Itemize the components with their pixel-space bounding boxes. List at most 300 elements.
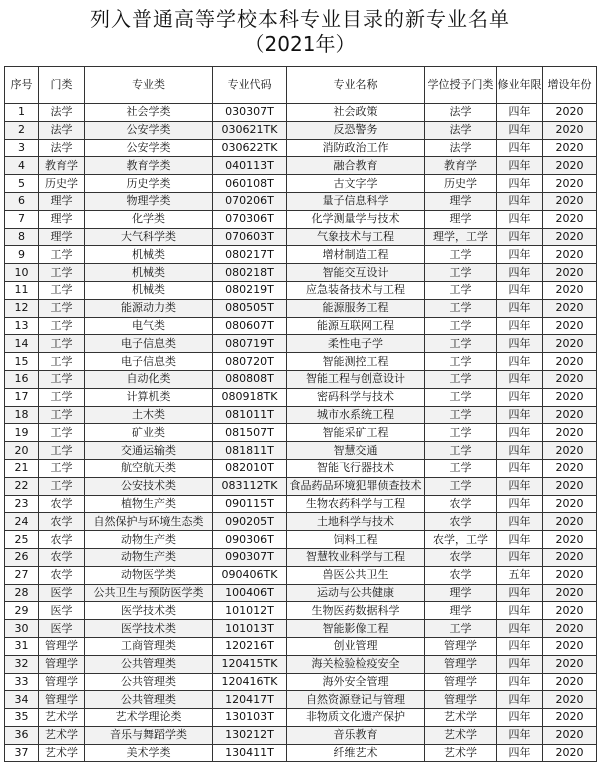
cell-duration: 四年 — [497, 317, 543, 335]
cell-duration: 四年 — [497, 104, 543, 122]
cell-year: 2020 — [543, 495, 597, 513]
cell-year: 2020 — [543, 602, 597, 620]
cell-duration: 四年 — [497, 192, 543, 210]
table-row — [5, 691, 597, 709]
table-row — [5, 584, 597, 602]
cell-major-code: 100406T — [213, 584, 287, 602]
cell-category: 医学 — [39, 584, 85, 602]
cell-degree: 工学 — [425, 246, 497, 264]
cell-major-name: 智慧牧业科学与工程 — [287, 548, 425, 566]
cell-category: 农学 — [39, 531, 85, 549]
cell-degree: 管理学 — [425, 673, 497, 691]
table-row — [5, 459, 597, 477]
cell-duration: 四年 — [497, 228, 543, 246]
cell-major-code: 090205T — [213, 513, 287, 531]
cell-degree: 法学 — [425, 104, 497, 122]
cell-degree: 教育学 — [425, 157, 497, 175]
cell-major-name: 能源互联网工程 — [287, 317, 425, 335]
cell-major-name: 智能交互设计 — [287, 264, 425, 282]
table-row — [5, 246, 597, 264]
header-category: 门类 — [39, 67, 85, 104]
cell-major-code: 090307T — [213, 548, 287, 566]
cell-duration: 四年 — [497, 210, 543, 228]
cell-degree: 农学 — [425, 495, 497, 513]
cell-major-name: 智能飞行器技术 — [287, 459, 425, 477]
cell-year: 2020 — [543, 246, 597, 264]
cell-major-code: 070206T — [213, 192, 287, 210]
header-major-name: 专业名称 — [287, 67, 425, 104]
cell-major-name: 生物农药科学与工程 — [287, 495, 425, 513]
cell-duration: 四年 — [497, 335, 543, 353]
cell-major-code: 080720T — [213, 353, 287, 371]
page-title: 列入普通高等学校本科专业目录的新专业名单 — [90, 7, 510, 31]
cell-duration: 四年 — [497, 637, 543, 655]
cell-degree: 工学 — [425, 388, 497, 406]
cell-year: 2020 — [543, 548, 597, 566]
cell-major-code: 080808T — [213, 370, 287, 388]
cell-major-name: 融合教育 — [287, 157, 425, 175]
cell-index: 22 — [5, 477, 39, 495]
cell-degree: 工学 — [425, 264, 497, 282]
cell-year: 2020 — [543, 175, 597, 193]
cell-category: 工学 — [39, 477, 85, 495]
cell-index: 26 — [5, 548, 39, 566]
cell-year: 2020 — [543, 513, 597, 531]
cell-major-code: 081507T — [213, 424, 287, 442]
table-row — [5, 210, 597, 228]
cell-year: 2020 — [543, 691, 597, 709]
cell-category: 工学 — [39, 299, 85, 317]
cell-year: 2020 — [543, 655, 597, 673]
cell-degree: 工学 — [425, 335, 497, 353]
cell-major-name: 智能测控工程 — [287, 353, 425, 371]
cell-major-code: 030621TK — [213, 121, 287, 139]
cell-year: 2020 — [543, 442, 597, 460]
cell-index: 10 — [5, 264, 39, 282]
cell-category: 法学 — [39, 104, 85, 122]
cell-category: 工学 — [39, 459, 85, 477]
cell-duration: 四年 — [497, 175, 543, 193]
cell-degree: 理学 — [425, 210, 497, 228]
table-row — [5, 281, 597, 299]
cell-major-class: 公共管理类 — [85, 691, 213, 709]
table-row — [5, 726, 597, 744]
cell-index: 30 — [5, 620, 39, 638]
cell-year: 2020 — [543, 139, 597, 157]
cell-degree: 管理学 — [425, 691, 497, 709]
cell-major-class: 动物生产类 — [85, 531, 213, 549]
cell-year: 2020 — [543, 192, 597, 210]
cell-major-code: 080217T — [213, 246, 287, 264]
cell-major-name: 智能工程与创意设计 — [287, 370, 425, 388]
table-row — [5, 513, 597, 531]
cell-major-name: 非物质文化遗产保护 — [287, 709, 425, 727]
cell-major-class: 电气类 — [85, 317, 213, 335]
cell-year: 2020 — [543, 673, 597, 691]
cell-major-name: 古文字学 — [287, 175, 425, 193]
cell-duration: 四年 — [497, 388, 543, 406]
table-row — [5, 602, 597, 620]
table-row — [5, 317, 597, 335]
cell-major-class: 公共管理类 — [85, 673, 213, 691]
cell-degree: 农学 — [425, 566, 497, 584]
cell-major-class: 机械类 — [85, 264, 213, 282]
cell-index: 8 — [5, 228, 39, 246]
cell-year: 2020 — [543, 459, 597, 477]
cell-degree: 艺术学 — [425, 709, 497, 727]
table-row — [5, 477, 597, 495]
table-row — [5, 673, 597, 691]
cell-index: 20 — [5, 442, 39, 460]
cell-major-code: 060108T — [213, 175, 287, 193]
cell-index: 19 — [5, 424, 39, 442]
cell-index: 35 — [5, 709, 39, 727]
cell-major-name: 海外安全管理 — [287, 673, 425, 691]
cell-year: 2020 — [543, 121, 597, 139]
cell-category: 农学 — [39, 513, 85, 531]
cell-major-name: 智慧交通 — [287, 442, 425, 460]
cell-degree: 法学 — [425, 139, 497, 157]
cell-degree: 理学 — [425, 192, 497, 210]
cell-year: 2020 — [543, 335, 597, 353]
cell-year: 2020 — [543, 299, 597, 317]
header-degree: 学位授予门类 — [425, 67, 497, 104]
cell-category: 法学 — [39, 121, 85, 139]
cell-major-class: 能源动力类 — [85, 299, 213, 317]
cell-duration: 四年 — [497, 353, 543, 371]
cell-major-code: 083112TK — [213, 477, 287, 495]
cell-duration: 四年 — [497, 299, 543, 317]
cell-major-class: 音乐与舞蹈学类 — [85, 726, 213, 744]
cell-year: 2020 — [543, 726, 597, 744]
cell-category: 医学 — [39, 620, 85, 638]
cell-index: 23 — [5, 495, 39, 513]
cell-degree: 工学 — [425, 353, 497, 371]
table-row — [5, 104, 597, 122]
cell-degree: 工学 — [425, 620, 497, 638]
cell-major-class: 公安学类 — [85, 121, 213, 139]
cell-major-code: 080218T — [213, 264, 287, 282]
cell-year: 2020 — [543, 584, 597, 602]
cell-major-class: 大气科学类 — [85, 228, 213, 246]
cell-degree: 农学 — [425, 548, 497, 566]
cell-degree: 工学 — [425, 459, 497, 477]
cell-index: 18 — [5, 406, 39, 424]
cell-major-class: 历史学类 — [85, 175, 213, 193]
cell-year: 2020 — [543, 353, 597, 371]
table-row — [5, 157, 597, 175]
cell-category: 法学 — [39, 139, 85, 157]
header-major-code: 专业代码 — [213, 67, 287, 104]
cell-year: 2020 — [543, 477, 597, 495]
table-row — [5, 370, 597, 388]
cell-category: 艺术学 — [39, 709, 85, 727]
cell-category: 教育学 — [39, 157, 85, 175]
cell-year: 2020 — [543, 104, 597, 122]
cell-degree: 农学 — [425, 513, 497, 531]
cell-duration: 四年 — [497, 620, 543, 638]
cell-index: 3 — [5, 139, 39, 157]
cell-duration: 四年 — [497, 673, 543, 691]
cell-degree: 工学 — [425, 442, 497, 460]
cell-index: 5 — [5, 175, 39, 193]
cell-major-code: 080607T — [213, 317, 287, 335]
cell-category: 管理学 — [39, 691, 85, 709]
cell-index: 2 — [5, 121, 39, 139]
cell-degree: 管理学 — [425, 637, 497, 655]
cell-year: 2020 — [543, 424, 597, 442]
cell-major-class: 化学类 — [85, 210, 213, 228]
cell-major-class: 工商管理类 — [85, 637, 213, 655]
cell-degree: 理学，工学 — [425, 228, 497, 246]
cell-duration: 四年 — [497, 370, 543, 388]
cell-major-class: 航空航天类 — [85, 459, 213, 477]
cell-duration: 四年 — [497, 424, 543, 442]
cell-duration: 五年 — [497, 566, 543, 584]
cell-major-name: 海关检验检疫安全 — [287, 655, 425, 673]
cell-major-name: 智能影像工程 — [287, 620, 425, 638]
cell-year: 2020 — [543, 210, 597, 228]
cell-category: 艺术学 — [39, 744, 85, 762]
cell-index: 13 — [5, 317, 39, 335]
table-body — [5, 104, 597, 762]
header-duration: 修业年限 — [497, 67, 543, 104]
cell-category: 工学 — [39, 246, 85, 264]
table-row — [5, 744, 597, 762]
cell-degree: 工学 — [425, 424, 497, 442]
cell-major-name: 土地科学与技术 — [287, 513, 425, 531]
cell-duration: 四年 — [497, 406, 543, 424]
table-row — [5, 620, 597, 638]
cell-degree: 工学 — [425, 317, 497, 335]
cell-category: 工学 — [39, 353, 85, 371]
cell-major-code: 090306T — [213, 531, 287, 549]
cell-major-class: 医学技术类 — [85, 620, 213, 638]
cell-major-code: 080219T — [213, 281, 287, 299]
cell-major-name: 消防政治工作 — [287, 139, 425, 157]
cell-major-class: 动物生产类 — [85, 548, 213, 566]
cell-duration: 四年 — [497, 157, 543, 175]
cell-major-code: 081011T — [213, 406, 287, 424]
cell-category: 工学 — [39, 281, 85, 299]
cell-duration: 四年 — [497, 459, 543, 477]
cell-major-code: 082010T — [213, 459, 287, 477]
cell-major-class: 物理学类 — [85, 192, 213, 210]
cell-major-code: 040113T — [213, 157, 287, 175]
cell-category: 理学 — [39, 210, 85, 228]
table-row — [5, 424, 597, 442]
table-row — [5, 442, 597, 460]
table-row — [5, 335, 597, 353]
cell-major-code: 130103T — [213, 709, 287, 727]
cell-major-name: 食品药品环境犯罪侦查技术 — [287, 477, 425, 495]
cell-major-name: 创业管理 — [287, 637, 425, 655]
cell-major-name: 生物医药数据科学 — [287, 602, 425, 620]
cell-major-code: 120416TK — [213, 673, 287, 691]
cell-major-name: 饲料工程 — [287, 531, 425, 549]
table-row — [5, 406, 597, 424]
cell-major-code: 130212T — [213, 726, 287, 744]
cell-duration: 四年 — [497, 602, 543, 620]
cell-major-name: 应急装备技术与工程 — [287, 281, 425, 299]
cell-duration: 四年 — [497, 655, 543, 673]
cell-degree: 理学 — [425, 602, 497, 620]
cell-degree: 法学 — [425, 121, 497, 139]
cell-index: 15 — [5, 353, 39, 371]
cell-category: 理学 — [39, 192, 85, 210]
cell-year: 2020 — [543, 406, 597, 424]
cell-major-name: 量子信息科学 — [287, 192, 425, 210]
table-row — [5, 637, 597, 655]
table-row — [5, 655, 597, 673]
cell-duration: 四年 — [497, 531, 543, 549]
cell-major-name: 音乐教育 — [287, 726, 425, 744]
table-row — [5, 121, 597, 139]
cell-major-code: 120216T — [213, 637, 287, 655]
cell-index: 11 — [5, 281, 39, 299]
cell-major-class: 电子信息类 — [85, 335, 213, 353]
cell-major-name: 运动与公共健康 — [287, 584, 425, 602]
cell-index: 24 — [5, 513, 39, 531]
cell-major-name: 智能采矿工程 — [287, 424, 425, 442]
cell-duration: 四年 — [497, 495, 543, 513]
cell-major-class: 艺术学理论类 — [85, 709, 213, 727]
cell-major-code: 120415TK — [213, 655, 287, 673]
cell-degree: 工学 — [425, 281, 497, 299]
cell-year: 2020 — [543, 531, 597, 549]
cell-category: 管理学 — [39, 673, 85, 691]
header-row — [5, 67, 597, 104]
header-major-class: 专业类 — [85, 67, 213, 104]
cell-year: 2020 — [543, 566, 597, 584]
cell-index: 27 — [5, 566, 39, 584]
cell-major-class: 动物医学类 — [85, 566, 213, 584]
cell-year: 2020 — [543, 281, 597, 299]
cell-major-class: 植物生产类 — [85, 495, 213, 513]
cell-year: 2020 — [543, 157, 597, 175]
cell-year: 2020 — [543, 228, 597, 246]
cell-year: 2020 — [543, 620, 597, 638]
cell-major-code: 070306T — [213, 210, 287, 228]
cell-major-name: 化学测量学与技术 — [287, 210, 425, 228]
cell-duration: 四年 — [497, 584, 543, 602]
cell-major-code: 080918TK — [213, 388, 287, 406]
cell-duration: 四年 — [497, 139, 543, 157]
cell-major-name: 城市水系统工程 — [287, 406, 425, 424]
cell-major-class: 机械类 — [85, 281, 213, 299]
cell-duration: 四年 — [497, 264, 543, 282]
cell-index: 28 — [5, 584, 39, 602]
page-subtitle: （2021年） — [244, 32, 356, 56]
cell-degree: 历史学 — [425, 175, 497, 193]
cell-category: 工学 — [39, 264, 85, 282]
cell-index: 9 — [5, 246, 39, 264]
cell-major-name: 自然资源登记与管理 — [287, 691, 425, 709]
table-row — [5, 388, 597, 406]
cell-major-code: 030622TK — [213, 139, 287, 157]
cell-duration: 四年 — [497, 281, 543, 299]
cell-duration: 四年 — [497, 442, 543, 460]
cell-index: 17 — [5, 388, 39, 406]
cell-degree: 艺术学 — [425, 726, 497, 744]
cell-duration: 四年 — [497, 744, 543, 762]
cell-major-name: 密码科学与技术 — [287, 388, 425, 406]
cell-index: 32 — [5, 655, 39, 673]
cell-major-class: 自然保护与环境生态类 — [85, 513, 213, 531]
cell-degree: 工学 — [425, 477, 497, 495]
cell-duration: 四年 — [497, 726, 543, 744]
cell-major-code: 120417T — [213, 691, 287, 709]
cell-major-class: 教育学类 — [85, 157, 213, 175]
cell-category: 历史学 — [39, 175, 85, 193]
cell-index: 1 — [5, 104, 39, 122]
cell-duration: 四年 — [497, 709, 543, 727]
table-header — [5, 67, 597, 104]
table-row — [5, 264, 597, 282]
cell-category: 工学 — [39, 388, 85, 406]
cell-category: 农学 — [39, 548, 85, 566]
table-row — [5, 228, 597, 246]
cell-duration: 四年 — [497, 121, 543, 139]
cell-major-name: 社会政策 — [287, 104, 425, 122]
cell-major-class: 自动化类 — [85, 370, 213, 388]
cell-year: 2020 — [543, 637, 597, 655]
cell-major-name: 兽医公共卫生 — [287, 566, 425, 584]
cell-index: 14 — [5, 335, 39, 353]
cell-index: 25 — [5, 531, 39, 549]
cell-index: 34 — [5, 691, 39, 709]
table-row — [5, 495, 597, 513]
cell-duration: 四年 — [497, 548, 543, 566]
cell-major-class: 公共卫生与预防医学类 — [85, 584, 213, 602]
header-year: 增设年份 — [543, 67, 597, 104]
cell-major-code: 090406TK — [213, 566, 287, 584]
cell-major-code: 090115T — [213, 495, 287, 513]
cell-index: 33 — [5, 673, 39, 691]
cell-category: 管理学 — [39, 637, 85, 655]
table-row — [5, 192, 597, 210]
cell-major-code: 101012T — [213, 602, 287, 620]
cell-major-code: 101013T — [213, 620, 287, 638]
cell-major-name: 柔性电子学 — [287, 335, 425, 353]
cell-year: 2020 — [543, 317, 597, 335]
cell-category: 理学 — [39, 228, 85, 246]
cell-major-class: 机械类 — [85, 246, 213, 264]
table-row — [5, 566, 597, 584]
cell-category: 工学 — [39, 424, 85, 442]
cell-degree: 工学 — [425, 406, 497, 424]
cell-major-class: 矿业类 — [85, 424, 213, 442]
cell-index: 37 — [5, 744, 39, 762]
cell-major-name: 气象技术与工程 — [287, 228, 425, 246]
cell-major-name: 增材制造工程 — [287, 246, 425, 264]
cell-index: 7 — [5, 210, 39, 228]
cell-category: 工学 — [39, 370, 85, 388]
cell-category: 工学 — [39, 317, 85, 335]
cell-degree: 管理学 — [425, 655, 497, 673]
cell-major-class: 电子信息类 — [85, 353, 213, 371]
cell-category: 农学 — [39, 566, 85, 584]
cell-major-name: 纤维艺术 — [287, 744, 425, 762]
table-row — [5, 299, 597, 317]
cell-year: 2020 — [543, 744, 597, 762]
cell-major-class: 公安学类 — [85, 139, 213, 157]
table-row — [5, 139, 597, 157]
cell-category: 工学 — [39, 442, 85, 460]
cell-degree: 工学 — [425, 299, 497, 317]
cell-index: 6 — [5, 192, 39, 210]
cell-major-code: 030307T — [213, 104, 287, 122]
